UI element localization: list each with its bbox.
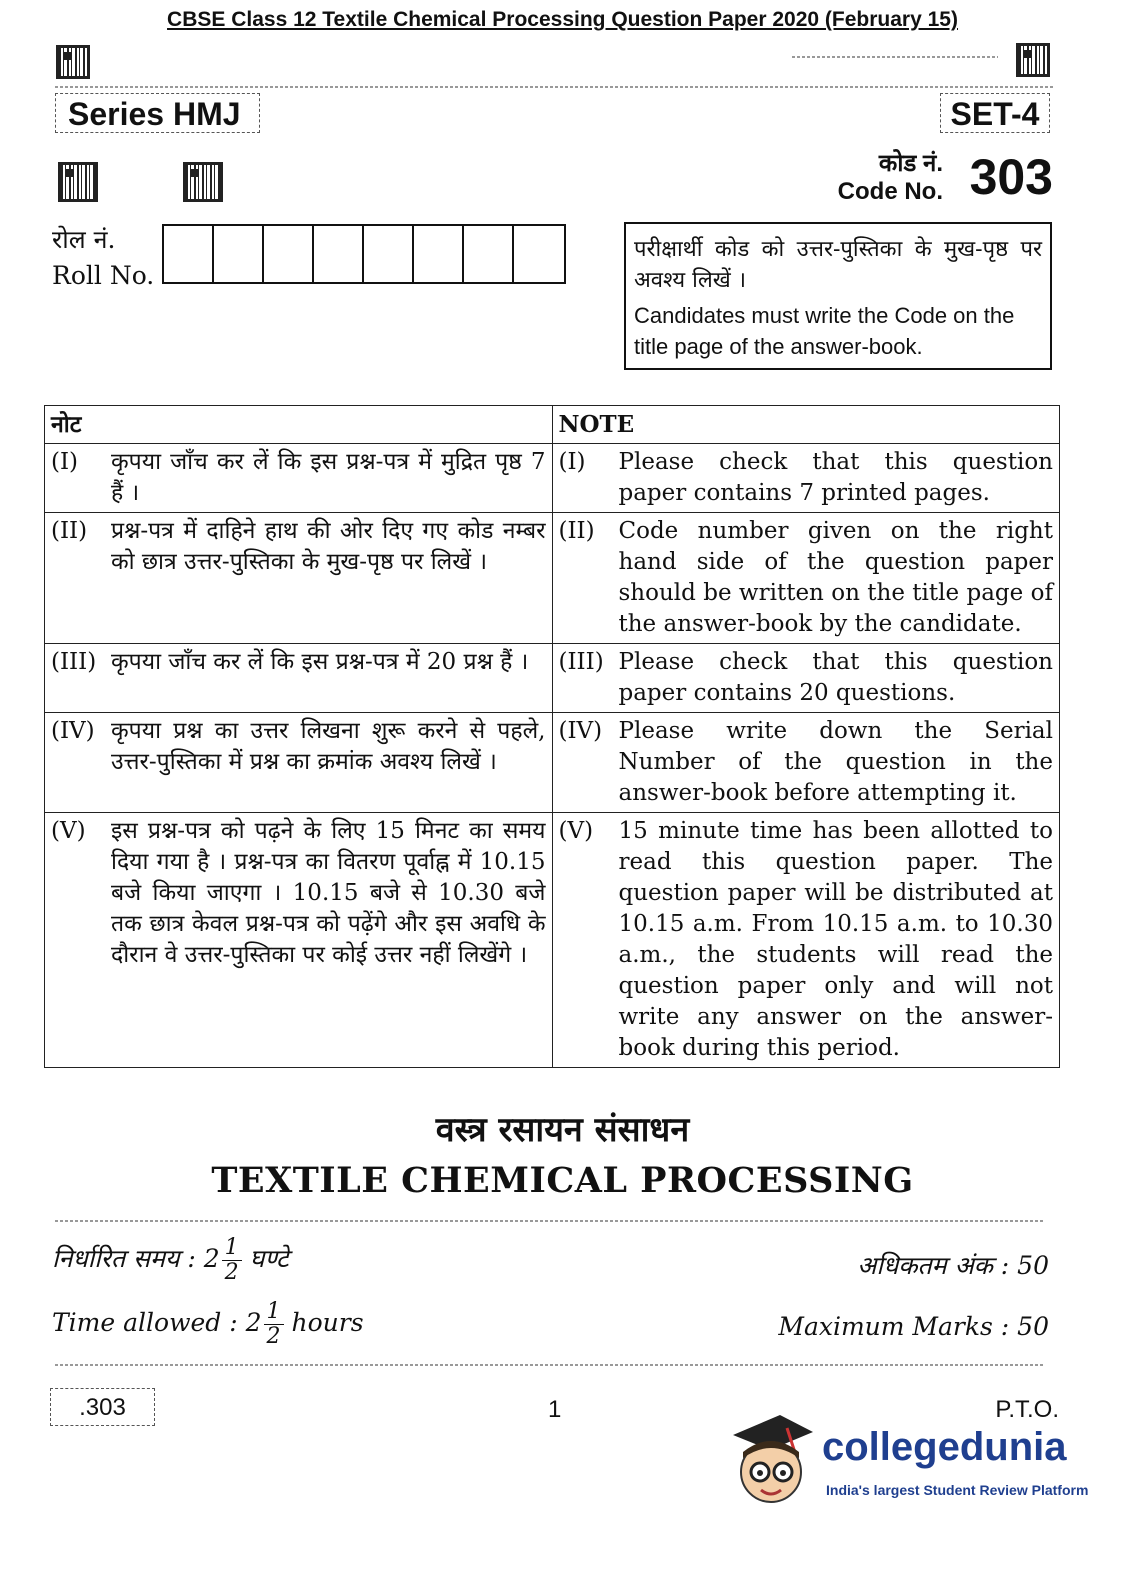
- time-allowed-hindi: [52, 1236, 289, 1285]
- microtext-line: [55, 1364, 1045, 1366]
- roll-digit-box[interactable]: [264, 226, 314, 282]
- candidate-instruction-english: Candidates must write the Code on the title page of the answer-book.: [634, 303, 1015, 359]
- note-text-hindi: कृपया प्रश्न का उत्तर लिखना शुरू करने से पहले, उत्तर-पुस्तिका में प्रश्न का क्रमांक अवश्य लिखें ।: [111, 718, 546, 775]
- note-number: (II): [51, 518, 88, 544]
- note-text-english: Please check that this question paper contains 20 questions.: [618, 649, 1053, 706]
- note-number: (III): [558, 649, 604, 675]
- roll-label: [52, 222, 154, 294]
- code-label-hindi: कोड नं.: [878, 150, 943, 177]
- note-number: (I): [558, 449, 586, 475]
- time-unit-hindi: घण्टे: [249, 1244, 289, 1273]
- table-header-row: [45, 406, 1060, 444]
- microtext-line: [792, 56, 998, 58]
- brand-logo-text: collegedunia: [822, 1425, 1067, 1469]
- table-row: [45, 513, 1060, 644]
- max-marks-english: Maximum Marks : 50: [778, 1312, 1049, 1341]
- subject-title-hindi: वस्त्र रसायन संसाधन: [435, 1110, 690, 1150]
- roll-digit-box[interactable]: [314, 226, 364, 282]
- roll-label-english: Roll No.: [52, 261, 155, 290]
- page-number: 1: [548, 1396, 562, 1423]
- fraction-numerator: 1: [264, 1300, 284, 1325]
- qr-code-icon: [1016, 43, 1050, 77]
- collegedunia-mascot-icon: [725, 1410, 817, 1520]
- qr-code-icon: [183, 162, 223, 202]
- fraction-denominator: 2: [224, 1260, 239, 1285]
- microtext-line: [55, 1220, 1045, 1222]
- note-header-english: NOTE: [552, 406, 1060, 444]
- note-text-english: 15 minute time has been allotted to read this question paper. The question paper will be distributed at 10.15 a.m. From 10.15 a.m. to 10.30 a.m., the students will read the question paper only and will not write any answer on the answer-book during this period.: [618, 818, 1053, 1061]
- note-number: (IV): [558, 718, 603, 744]
- note-text-english: Please write down the Serial Number of the question in the answer-book before attempting it.: [618, 718, 1053, 806]
- note-number: (I): [51, 449, 79, 475]
- note-text-hindi: कृपया जाँच कर लें कि इस प्रश्न-पत्र में 20 प्रश्न हैं ।: [111, 649, 529, 675]
- note-number: (V): [51, 818, 86, 844]
- candidate-instruction-box: [624, 222, 1052, 370]
- note-number: (II): [558, 518, 595, 544]
- fraction: [264, 1300, 284, 1349]
- table-row: [45, 813, 1060, 1068]
- note-text-english: Please check that this question paper contains 7 printed pages.: [618, 449, 1053, 506]
- fraction: [222, 1236, 242, 1285]
- note-number: (IV): [51, 718, 95, 744]
- time-label-hindi: निर्धारित समय : 2: [52, 1244, 220, 1273]
- note-text-english: Code number given on the right hand side of the question paper should be written on the title page of the answer-book by the candidate.: [618, 518, 1053, 637]
- series-label: Series HMJ: [55, 93, 260, 133]
- code-number: 303: [969, 149, 1053, 205]
- max-marks-hindi: अधिकतम अंक : 50: [857, 1251, 1049, 1280]
- qr-code-icon: [58, 162, 98, 202]
- roll-label-hindi: रोल नं.: [52, 225, 116, 254]
- note-header-hindi: नोट: [45, 406, 553, 444]
- fraction-numerator: 1: [222, 1236, 242, 1261]
- table-row: [45, 713, 1060, 813]
- subject-title-english: TEXTILE CHEMICAL PROCESSING: [211, 1160, 914, 1201]
- table-row: [45, 644, 1060, 713]
- time-allowed-english: [52, 1300, 364, 1349]
- microtext-line: [55, 86, 1055, 88]
- qr-code-icon: [56, 45, 90, 79]
- pto-label: P.T.O.: [995, 1396, 1059, 1423]
- instructions-table: [44, 405, 1060, 1068]
- brand-tagline: India's largest Student Review Platform: [826, 1482, 1089, 1498]
- roll-digit-box[interactable]: [414, 226, 464, 282]
- roll-digit-box[interactable]: [514, 226, 564, 282]
- roll-digit-box[interactable]: [464, 226, 514, 282]
- document-title: CBSE Class 12 Textile Chemical Processing Question Paper 2020 (February 15): [167, 8, 958, 31]
- roll-digit-box[interactable]: [214, 226, 264, 282]
- fraction-denominator: 2: [266, 1324, 281, 1349]
- code-label: [838, 150, 943, 206]
- roll-digit-box[interactable]: [364, 226, 414, 282]
- note-number: (III): [51, 649, 97, 675]
- footer-code: .303: [50, 1388, 155, 1426]
- code-label-english: Code No.: [837, 178, 943, 205]
- set-label: SET-4: [940, 93, 1050, 133]
- note-text-hindi: इस प्रश्न-पत्र को पढ़ने के लिए 15 मिनट का समय दिया गया है । प्रश्न-पत्र का वितरण पूर्वाह्न में 10.15 बजे किया जाएगा । 10.15 बजे से 10.30 बजे तक छात्र केवल प्रश्न-पत्र को पढ़ेंगे और इस अवधि के दौरान वे उत्तर-पुस्तिका पर कोई उत्तर नहीं लिखेंगे ।: [111, 818, 546, 968]
- note-text-hindi: कृपया जाँच कर लें कि इस प्रश्न-पत्र में मुद्रित पृष्ठ 7 हैं ।: [111, 449, 546, 506]
- time-label-english: Time allowed : 2: [52, 1308, 262, 1337]
- candidate-instruction-hindi: परीक्षार्थी कोड को उत्तर-पुस्तिका के मुख-पृष्ठ पर अवश्य लिखें ।: [634, 237, 1042, 293]
- time-unit-english: hours: [291, 1308, 364, 1337]
- table-row: [45, 444, 1060, 513]
- roll-number-boxes[interactable]: [162, 224, 566, 284]
- roll-digit-box[interactable]: [164, 226, 214, 282]
- note-text-hindi: प्रश्न-पत्र में दाहिने हाथ की ओर दिए गए कोड नम्बर को छात्र उत्तर-पुस्तिका के मुख-पृष्ठ पर लिखें ।: [111, 518, 546, 575]
- note-number: (V): [558, 818, 594, 844]
